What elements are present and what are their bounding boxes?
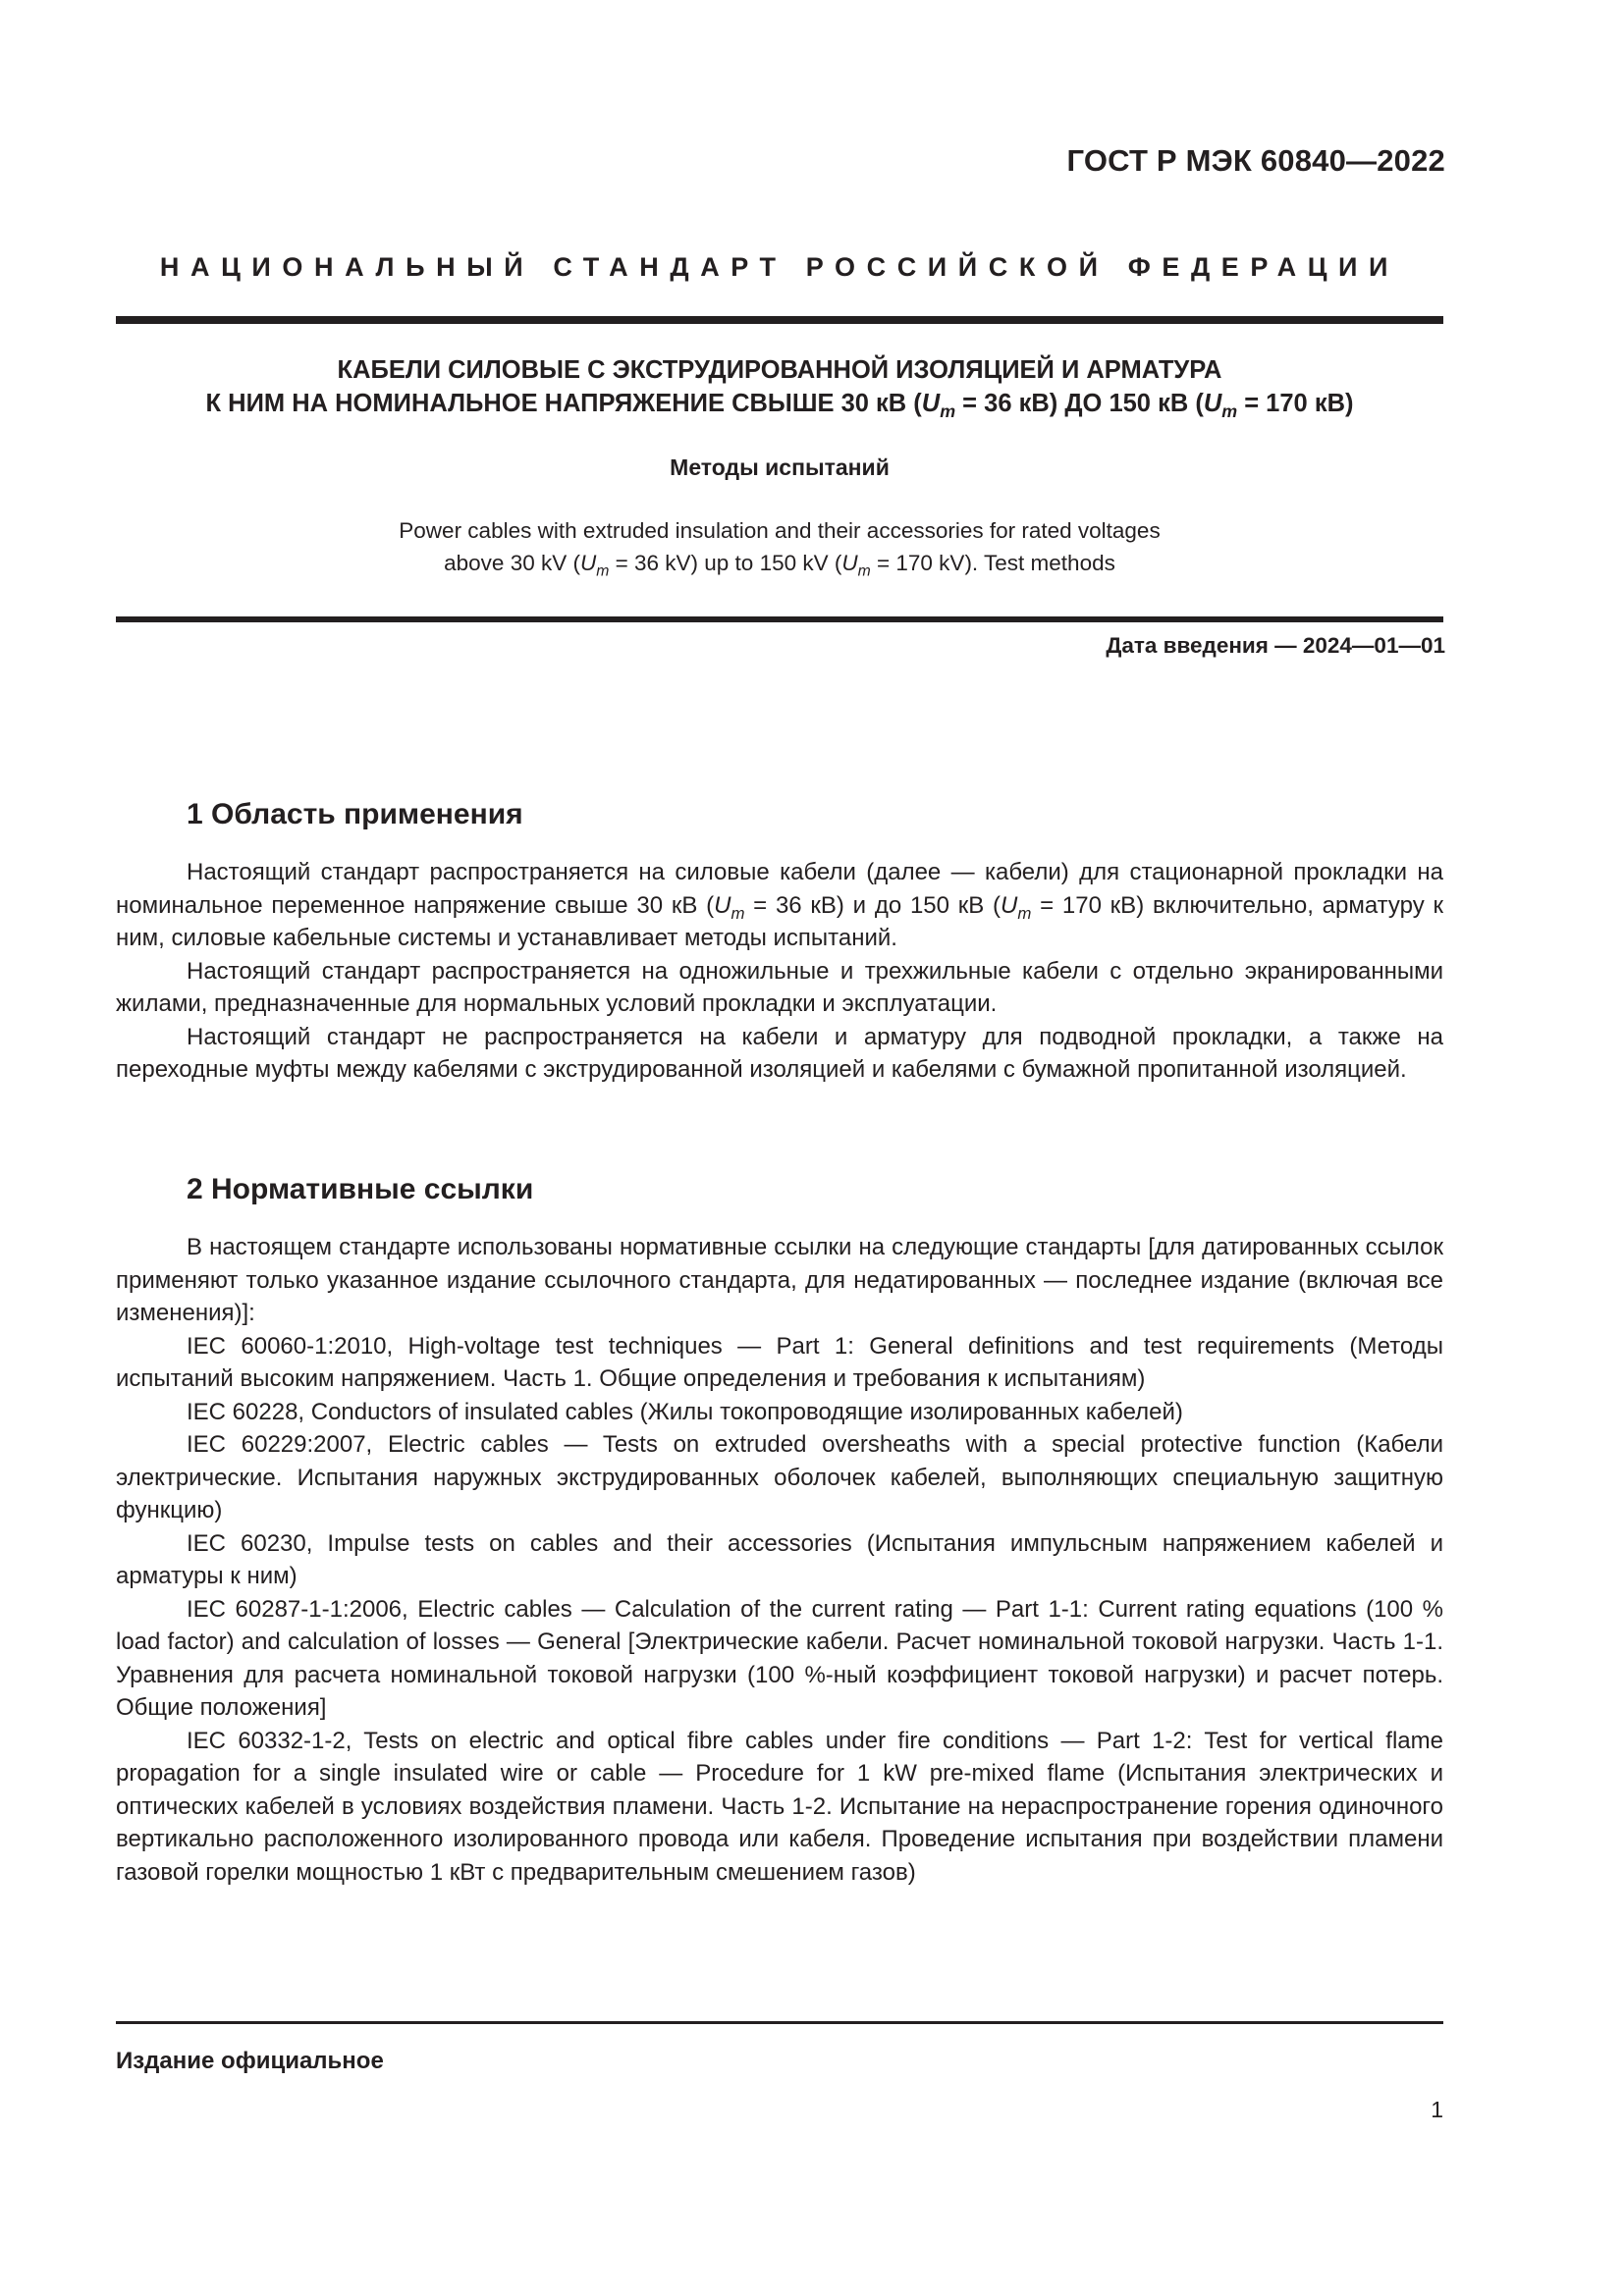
document-title-ru — [116, 353, 1443, 420]
section-1-paragraph: Настоящий стандарт не распространяется на кабели и арматуру для подводной прокладки, а также на переходные муфты между кабелями с экструдированной изоляцией и кабелями с бумажной пропитанной изоляцией. — [116, 1023, 1443, 1083]
title-en-line2: above 30 kV ($U_m = 36$ kV) up to 150 kV ($U_m = 170$ kV). Test methods — [444, 551, 1115, 580]
reference-paragraph: IEC 60230, Impulse tests on cables and their accessories (Испытания импульсным напряжением кабелей и арматуры к ним) — [116, 1529, 1443, 1589]
section-2-heading: 2 Нормативные ссылки — [187, 1173, 534, 1205]
national-standard-heading: НАЦИОНАЛЬНЫЙ СТАНДАРТ РОССИЙСКОЙ ФЕДЕРАЦИИ — [159, 252, 1400, 282]
page-number: 1 — [1431, 2097, 1443, 2122]
section-1-paragraph: Настоящий стандарт распространяется на силовые кабели (далее — кабели) для стационарной прокладки на номинальное переменное напряжение свыше 30 кВ ($U_m = 36$ кВ) и до 150 кВ ($U_m = 170$ кВ) включительно, арматуру к ним, силовые кабельные системы и устанавливает методы испытаний. — [116, 859, 1444, 951]
footer-rule — [116, 2021, 1443, 2024]
header-rule — [116, 316, 1443, 324]
reference-paragraph: IEC 60332-1-2, Tests on electric and optical fibre cables under fire conditions — Part 1-2: Test for vertical flame propagation for a single insulated wire or cable — Procedure for 1 kW pre-mixed flame (Испытания электрических и оптических кабелей в условиях воздействия пламени. Часть 1-2. Испытание на нераспространение горения одиночного вертикально расположенного изолированного провода или кабеля. Проведение испытания при воздействии пламени газовой горелки мощностью 1 кВт с предварительным смешением газов) — [116, 1727, 1443, 1886]
section-2-body — [116, 1231, 1443, 1889]
reference-paragraph: IEC 60229:2007, Electric cables — Tests on extruded oversheaths with a special protective function (Кабели электрические. Испытания наружных экструдированных оболочек кабелей, выполняющих специальную защитную функцию) — [116, 1431, 1443, 1523]
section-1-heading: 1 Область применения — [187, 798, 523, 830]
standard-code: ГОСТ Р МЭК 60840—2022 — [1066, 143, 1445, 178]
reference-paragraph: IEC 60287-1-1:2006, Electric cables — Calculation of the current rating — Part 1-1: Current rating equations (100 % load factor) and calculation of losses — General [Электрические кабели. Расчет номинальной токовой нагрузки. Часть 1-1. Уравнения для расчета номинальной токовой нагрузки (100 %-ный коэффициент токовой нагрузки) и расчет потерь. Общие положения] — [116, 1595, 1443, 1721]
title-rule — [116, 616, 1443, 622]
title-ru-line1: КАБЕЛИ СИЛОВЫЕ С ЭКСТРУДИРОВАННОЙ ИЗОЛЯЦИЕЙ И АРМАТУРА — [337, 356, 1222, 384]
title-ru-line2: К НИМ НА НОМИНАЛЬНОЕ НАПРЯЖЕНИЕ СВЫШЕ 30 кВ ($U_m = 36$ кВ) ДО 150 кВ ($U_m = 170$ кВ) — [205, 390, 1354, 422]
introduction-date: Дата введения — 2024—01—01 — [1106, 633, 1445, 658]
official-edition-label: Издание официальное — [116, 2048, 384, 2074]
reference-paragraph: IEC 60060-1:2010, High-voltage test techniques — Part 1: General definitions and test requirements (Методы испытаний высоким напряжением. Часть 1. Общие определения и требования к испытаниям) — [116, 1332, 1443, 1392]
document-subtitle: Методы испытаний — [670, 454, 890, 480]
title-en-line1: Power cables with extruded insulation and their accessories for rated voltages — [399, 518, 1161, 543]
section-1-body — [116, 856, 1443, 1087]
document-title-en — [116, 514, 1443, 579]
reference-paragraph: В настоящем стандарте использованы нормативные ссылки на следующие стандарты [для датированных ссылок применяют только указанное издание ссылочного стандарта, для недатированных — последнее издание (включая все изменения)]: — [116, 1234, 1443, 1326]
section-1-paragraph: Настоящий стандарт распространяется на одножильные и трехжильные кабели с отдельно экранированными жилами, предназначенные для нормальных условий прокладки и эксплуатации. — [116, 957, 1443, 1017]
reference-paragraph: IEC 60228, Conductors of insulated cables (Жилы токопроводящие изолированных кабелей) — [187, 1398, 1183, 1425]
